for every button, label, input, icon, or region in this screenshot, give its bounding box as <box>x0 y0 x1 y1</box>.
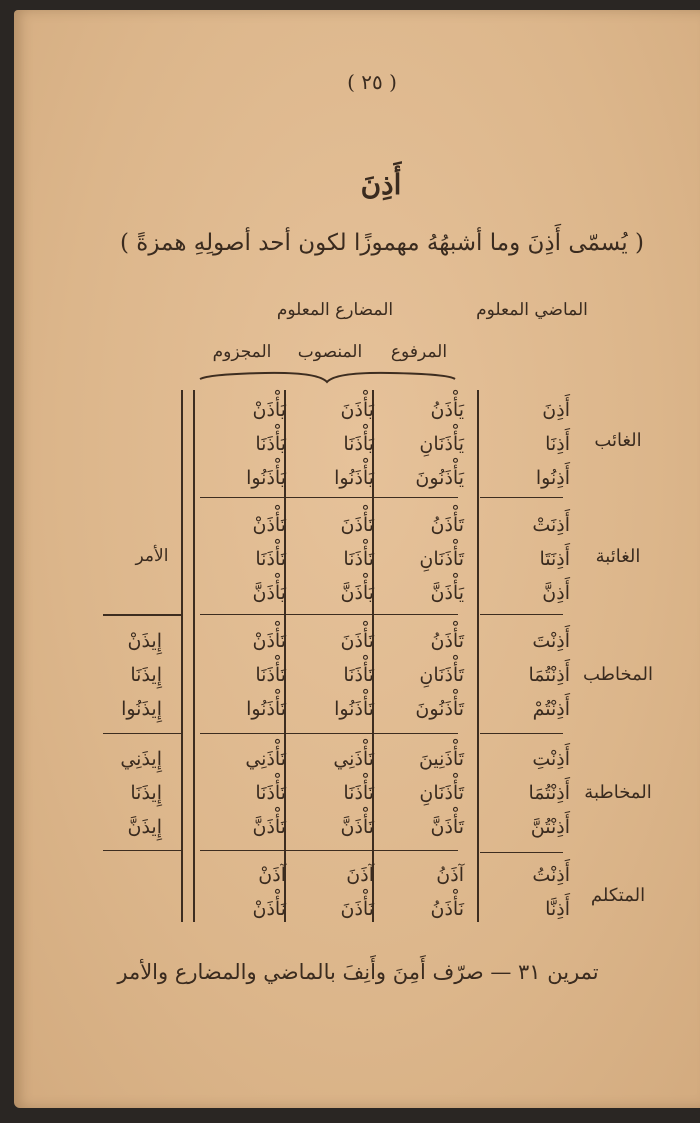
sep-present-2 <box>200 614 458 615</box>
rule-majzum <box>193 390 195 922</box>
exercise-line: تمرين ٣١ — صرّف أَمِنَ وأَنِفَ بالماضي والمضارع والأمر <box>117 960 599 984</box>
cell-marfu: تَأْذَنُ تَأْذَنَانِ تَأْذَنُونَ <box>415 630 464 720</box>
sep-past-2 <box>480 614 563 615</box>
header-majzum: المجزوم <box>212 342 272 362</box>
row-label-ghaib: الغائب <box>594 430 642 451</box>
rule-amr <box>181 390 183 922</box>
header-marfu: المرفوع <box>390 342 448 362</box>
cell-mansub: يَأْذَنَ يَأْذَنَا يَأْذَنُوا <box>334 399 374 489</box>
cell-amr: إِيذَنْ إِيذَنَا إِيذَنُوا <box>121 630 162 720</box>
header-present: المضارع المعلوم <box>276 300 394 320</box>
cell-past: أَذِنْتَ أَذِنْتُمَا أَذِنْتُمْ <box>528 630 570 720</box>
sep-amr-2 <box>103 733 181 734</box>
page-number: ( ٢٥ ) <box>347 70 397 94</box>
header-past: الماضي المعلوم <box>476 300 588 320</box>
cell-mansub: تَأْذَنِي تَأْذَنَا تَأْذَنَّ <box>333 748 374 838</box>
subtitle: ( يُسمّى أَذِنَ وما أشبهُهُ مهموزًا لكون أحد أصولِهِ همزةً ) <box>119 230 645 256</box>
sep-present-4 <box>200 850 458 851</box>
cell-marfu: تَأْذَنِينَ تَأْذَنَانِ تَأْذَنَّ <box>418 748 464 838</box>
sep-amr-1 <box>103 614 181 616</box>
cell-majzum: تَأْذَنْ تَأْذَنَا يَأْذَنَّ <box>252 514 286 604</box>
cell-majzum: تَأْذَنِي تَأْذَنَا تَأْذَنَّ <box>245 748 286 838</box>
sep-past-4 <box>480 852 563 853</box>
header-amr: الأمر <box>135 546 169 566</box>
cell-mansub: تَأْذَنَ تَأْذَنَا يَأْذَنَّ <box>340 514 374 604</box>
sep-present-3 <box>200 733 458 734</box>
cell-marfu: آذَنُ نَأْذَنُ <box>430 864 464 920</box>
cell-marfu: تَأْذَنُ تَأْذَنَانِ يَأْذَنَّ <box>419 514 464 604</box>
sep-present-1 <box>200 497 458 498</box>
cell-amr: إِيذَنِي إِيذَنَا إِيذَنَّ <box>120 748 162 838</box>
sep-amr-3 <box>103 850 181 851</box>
row-label-mukhatab: المخاطب <box>583 664 653 685</box>
cell-mansub: آذَنَ نَأْذَنَ <box>340 864 374 920</box>
header-mansub: المنصوب <box>297 342 363 362</box>
rule-past-right <box>477 390 479 922</box>
sep-past-1 <box>480 497 563 498</box>
cell-mansub: تَأْذَنَ تَأْذَنَا تَأْذَنُوا <box>334 630 374 720</box>
cell-past: أَذِنْتِ أَذِنْتُمَا أَذِنْتُنَّ <box>528 748 570 838</box>
cell-marfu: يَأْذَنُ يَأْذَنَانِ يَأْذَنُونَ <box>415 399 464 489</box>
row-label-ghaiba: الغائبة <box>595 546 641 567</box>
cell-past: أَذِنَتْ أَذِنَتَا أَذِنَّ <box>532 514 570 604</box>
sep-past-3 <box>480 733 563 734</box>
cell-past: أَذِنَ أَذِنَا أَذِنُوا <box>535 399 570 489</box>
row-label-mutakallim: المتكلم <box>590 885 646 906</box>
row-label-mukhataba: المخاطبة <box>584 782 652 803</box>
cell-majzum: آذَنْ نَأْذَنْ <box>252 864 286 920</box>
cell-majzum: تَأْذَنْ تَأْذَنَا تَأْذَنُوا <box>246 630 286 720</box>
cell-majzum: يَأْذَنْ يَأْذَنَا يَأْذَنُوا <box>246 399 286 489</box>
cell-past: أَذِنْتُ أَذِنَّا <box>532 864 570 920</box>
verb-title: أَذِنَ <box>360 168 402 201</box>
